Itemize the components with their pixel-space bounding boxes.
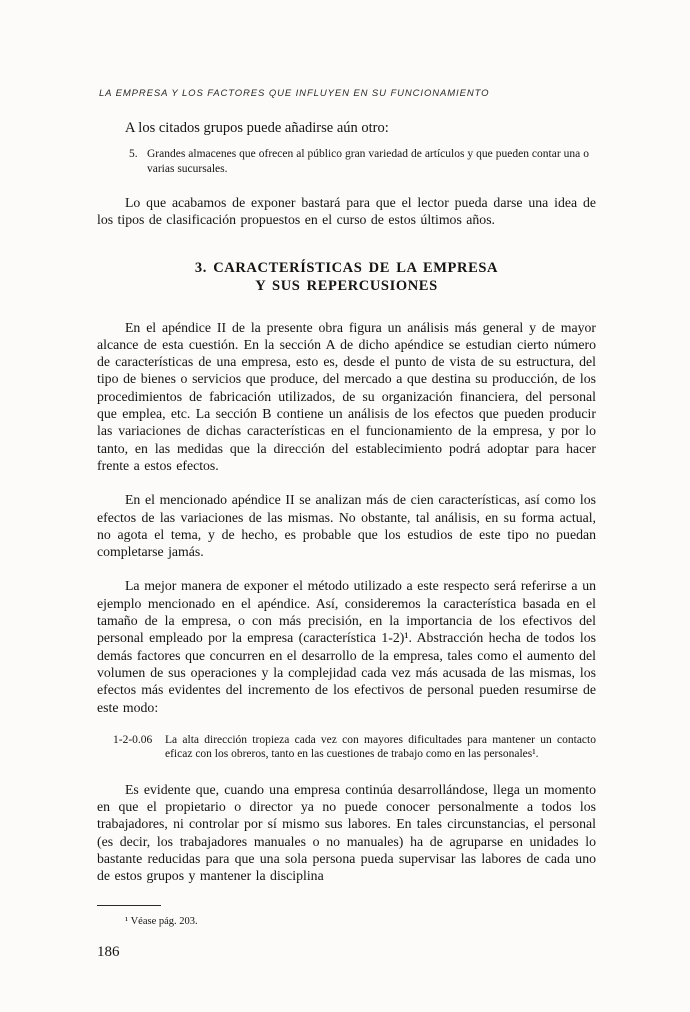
characteristic-text: La alta dirección tropieza cada vez con mayores dificultades para mantener un contacto eficaz con los obreros, tanto en las cuestiones de trabajo como en las personales¹. bbox=[165, 733, 596, 761]
intro-closing-paragraph: Lo que acabamos de exponer bastará para que el lector pueda darse una idea de los tipos de clasificación propuestos en el curso de estos últimos años. bbox=[97, 195, 596, 228]
list-item-text: Grandes almacenes que ofrecen al público gran variedad de artículos y que pueden contar una o varias sucursales. bbox=[147, 148, 589, 175]
section-heading-line1: 3. CARACTERÍSTICAS DE LA EMPRESA bbox=[194, 259, 499, 276]
section-heading-line2: Y SUS REPERCUSIONES bbox=[255, 278, 438, 295]
characteristic-item bbox=[113, 733, 596, 762]
section-heading bbox=[97, 259, 596, 296]
page-number: 186 bbox=[97, 943, 120, 960]
list-item-5 bbox=[129, 147, 589, 176]
body-paragraph-4: Es evidente que, cuando una empresa continúa desarrollándose, llega un momento en que el propietario o director ya no puede conocer personalmente a todos los trabajadores, ni controlar por sí mismo sus labores. En tales circunstancias, el personal (es decir, los trabajadores manuales o no manuales) ha de agruparse en unidades lo bastante reducidas para que una sola persona pueda supervisar las labores de cada uno de estos grupos y mantener la disciplina bbox=[97, 781, 596, 884]
characteristic-code: 1-2-0.06 bbox=[113, 733, 153, 746]
page-content bbox=[97, 88, 596, 961]
list-item-number: 5. bbox=[129, 148, 138, 160]
body-paragraph-1: En el apéndice II de la presente obra figura un análisis más general y de mayor alcance de esta cuestión. En la sección A de dicho apéndice se estudian cierto número de características de una empresa, esto es, desde el punto de vista de su estructura, del tipo de bienes o servicios que produce, del mercado a que destina su producción, de los procedimientos de fabricación utilizados, de su organización financiera, del personal que emplea, etc. La sección B contiene un análisis de los efectos que pueden producir las variaciones de dichas características en el funcionamiento de la empresa, y por lo tanto, en las medidas que la dirección del establecimiento podrá adoptar para hacer frente a estos efectos. bbox=[97, 319, 596, 473]
intro-lead-paragraph: A los citados grupos puede añadirse aún otro: bbox=[125, 120, 389, 136]
running-header: LA EMPRESA Y LOS FACTORES QUE INFLUYEN EN SU FUNCIONAMIENTO bbox=[99, 88, 490, 99]
footnote-divider bbox=[97, 905, 161, 906]
footnote-text: ¹ Véase pág. 203. bbox=[125, 915, 198, 927]
body-paragraph-3: La mejor manera de exponer el método utilizado a este respecto será referirse a un ejemplo mencionado en el apéndice. Así, consideremos la característica basada en el tamaño de la empresa, o con más precisión, en la importancia de los efectivos del personal empleado por la empresa (característica 1-2)¹. Abstracción hecha de todos los demás factores que concurren en el desarrollo de la empresa, tales como el aumento del volumen de sus operaciones y la complejidad cada vez más acusada de las mismas, los efectos más evidentes del incremento de los efectivos de personal pueden resumirse de este modo: bbox=[97, 578, 596, 715]
body-paragraph-2: En el mencionado apéndice II se analizan más de cien características, así como los efectos de las variaciones de las mismas. No obstante, tal análisis, en su forma actual, no agota el tema, y de hecho, es probable que los estudios de este tipo no puedan completarse jamás. bbox=[97, 492, 596, 560]
